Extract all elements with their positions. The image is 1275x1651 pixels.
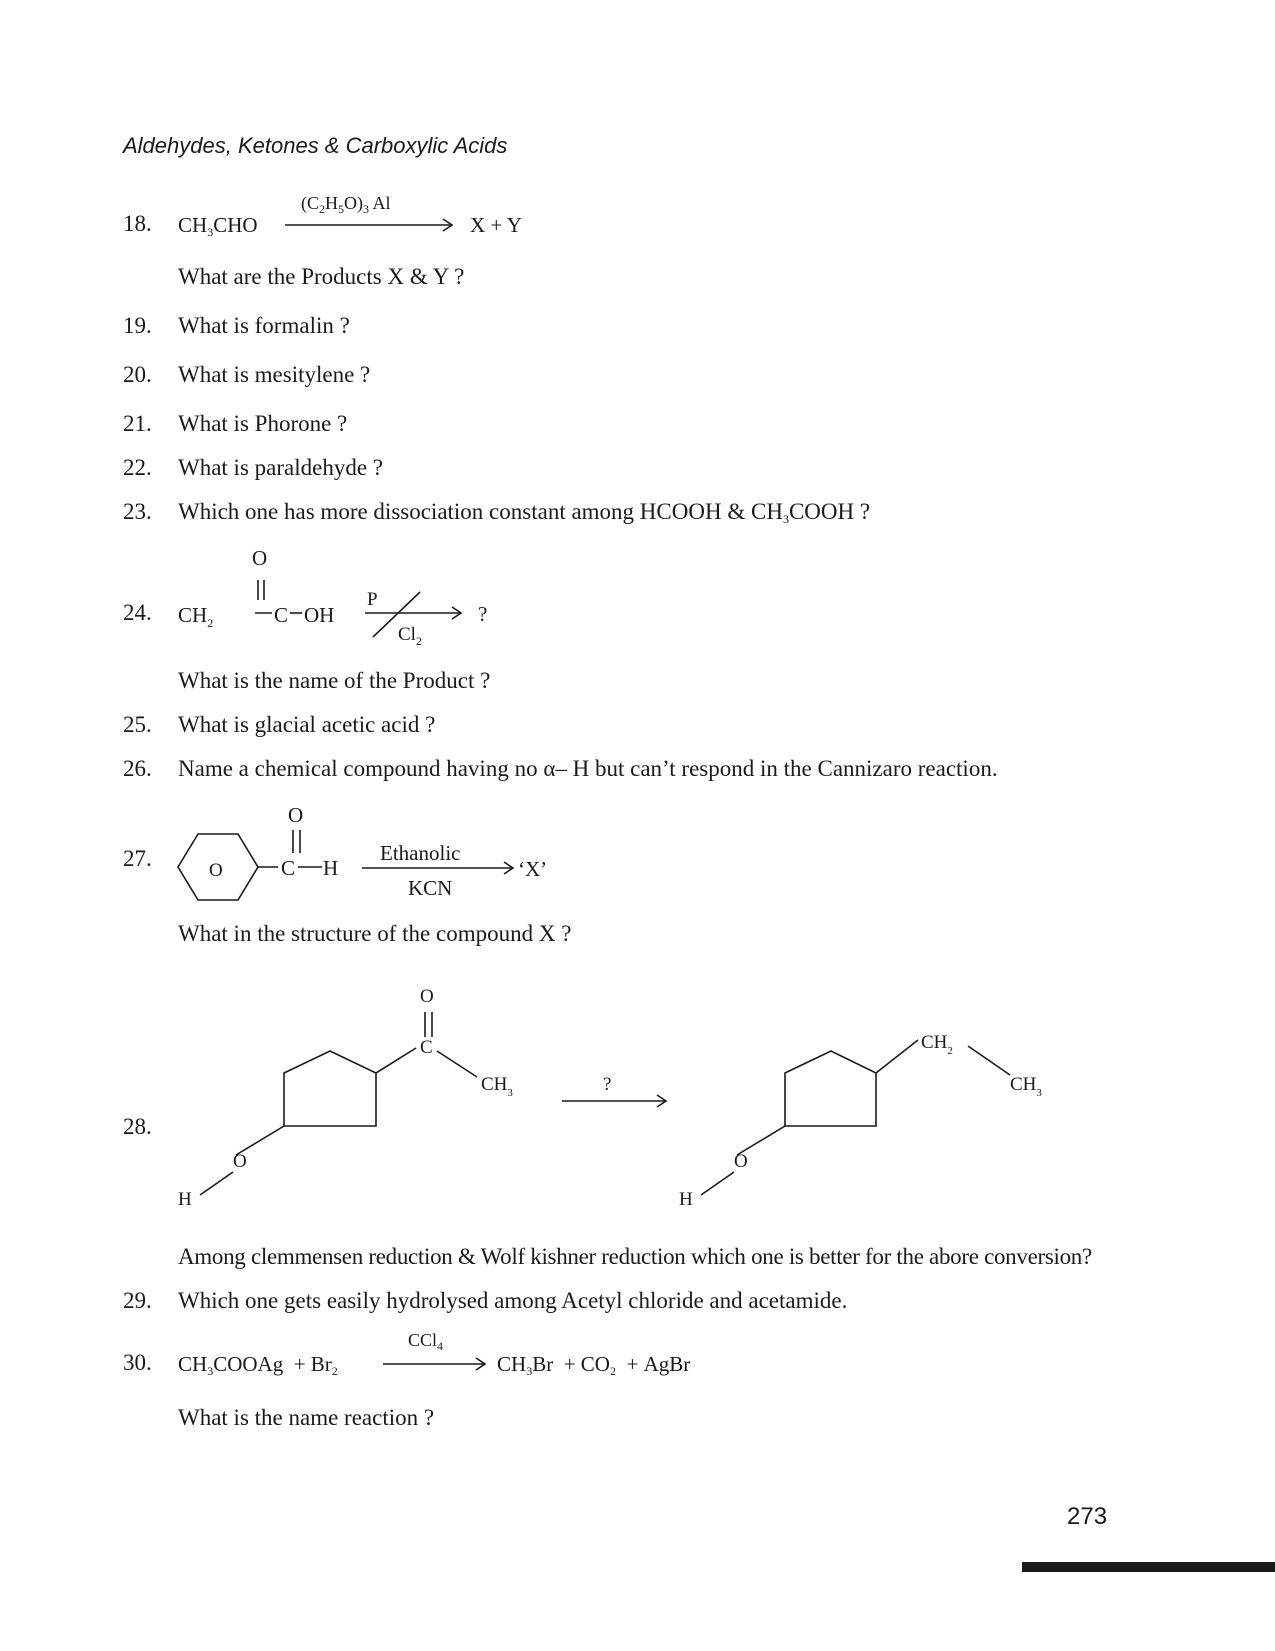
q23-text: Which one has more dissociation constant among HCOOH & $CH_3COOH$ ? (178, 499, 871, 526)
q28-left-bond-c-ch3 (437, 1051, 477, 1077)
q25-text: What is glacial acetic acid ? (178, 712, 436, 737)
question-number-24: 24. (123, 600, 152, 625)
q24-oh: OH (304, 603, 335, 627)
question-number-22: 22. (123, 455, 152, 480)
q24-reagent-top: P (367, 589, 378, 610)
q27-ring-label: O (209, 860, 223, 881)
q30-products: $CH_3Br + CO_2$ + AgBr (497, 1352, 691, 1378)
q27-reagent-bottom: KCN (408, 876, 453, 900)
q22-text: What is paraldehyde ? (178, 455, 383, 480)
q28-right-bond-ring-ch2 (876, 1040, 918, 1073)
q27-c: C (281, 856, 296, 880)
q28-arrow-label: ? (603, 1074, 612, 1095)
q18-reagent: $(C_2H_5O)_3$ Al (301, 193, 391, 216)
question-number-23: 23. (123, 499, 152, 524)
question-number-28: 28. (123, 1114, 152, 1139)
q27-h: H (323, 856, 339, 880)
q30-reactants: $CH_3COOAg + Br_2$ (178, 1352, 338, 1378)
q27-reagent-top: Ethanolic (380, 841, 461, 865)
q28-right-cyclopentane (785, 1051, 876, 1126)
q28-right-ch3: $CH_3$ (1010, 1074, 1042, 1099)
q28-right-bond-ch2-ch3 (968, 1046, 1010, 1075)
question-number-20: 20. (123, 362, 152, 387)
q28-right-h: H (679, 1189, 693, 1210)
q27-carbonyl-o: O (288, 803, 304, 827)
q28-left-bond-o-h (200, 1172, 233, 1195)
q21-text: What is Phorone ? (178, 411, 348, 436)
q26-text: Name a chemical compound having no α– H but can’t respond in the Cannizaro reaction. (178, 756, 998, 781)
q30-question: What is the name reaction ? (178, 1405, 435, 1430)
q24-ch2: $CH_2$ (178, 603, 214, 630)
q27-question: What in the structure of the compound X ? (178, 921, 572, 946)
q24-carbonyl-o: O (252, 546, 268, 570)
page-header: Aldehydes, Ketones & Carboxylic Acids (123, 133, 508, 158)
q24-reagent-bottom: $Cl_2$ (398, 624, 422, 648)
q28-left-bond-ring-c (376, 1048, 416, 1073)
q28-question: Among clemmensen reduction & Wolf kishner reduction which one is better for the abore conversion? (178, 1244, 1092, 1269)
page-number: 273 (1067, 1503, 1108, 1530)
q28-left-o-top: O (420, 986, 434, 1007)
q24-question: What is the name of the Product ? (178, 668, 491, 693)
q28-right-bond-o-h (701, 1172, 734, 1195)
question-number-30: 30. (123, 1350, 152, 1375)
q28-left-cyclopentane (284, 1051, 376, 1126)
q28-right-o: O (734, 1151, 748, 1172)
q18-reactant: $CH_3CHO$ (178, 213, 258, 239)
q30-reagent: CCl$_4$ (408, 1330, 444, 1353)
footer-bar (1022, 1562, 1275, 1572)
q19-text: What is formalin ? (178, 313, 350, 338)
q28-left-c: C (420, 1037, 433, 1058)
q20-text: What is mesitylene ? (178, 362, 371, 387)
q28-right-ch2: $CH_2$ (921, 1032, 953, 1057)
q29-text: Which one gets easily hydrolysed among Acetyl chloride and acetamide. (178, 1288, 848, 1313)
question-number-26: 26. (123, 756, 152, 781)
q24-product: ? (478, 602, 488, 626)
q27-product: ‘X’ (518, 857, 548, 881)
q18-products: X + Y (470, 213, 522, 237)
question-number-19: 19. (123, 313, 152, 338)
q28-left-o: O (233, 1151, 247, 1172)
question-number-18: 18. (123, 211, 152, 236)
question-number-25: 25. (123, 712, 152, 737)
question-number-29: 29. (123, 1288, 152, 1313)
question-number-21: 21. (123, 411, 152, 436)
q28-left-ch3: $CH_3$ (481, 1074, 513, 1099)
q28-left-h: H (178, 1189, 192, 1210)
question-number-27: 27. (123, 846, 152, 871)
q18-question: What are the Products X & Y ? (178, 264, 465, 289)
q24-c: C (274, 603, 289, 627)
